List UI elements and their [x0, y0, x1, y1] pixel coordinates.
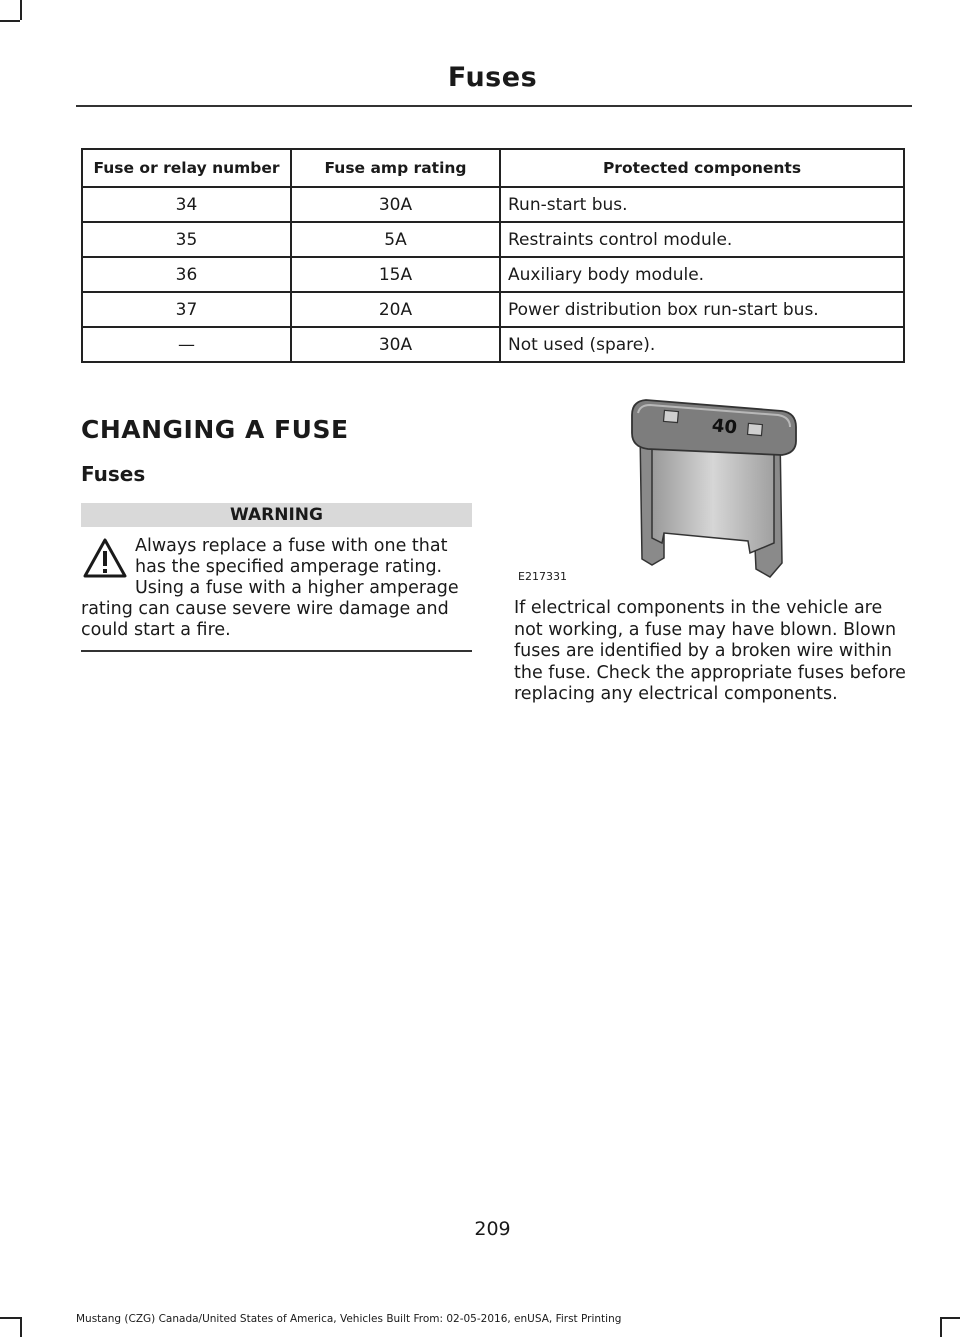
crop-mark	[20, 0, 22, 20]
table-header-row	[82, 149, 904, 187]
column-header-amp-rating: Fuse amp rating	[291, 149, 500, 187]
section-heading: CHANGING A FUSE	[81, 415, 349, 444]
warning-message: Always replace a fuse with one that has the specified amperage rating. Using a fuse with a higher amperage rating can cause severe wire damage and could start a fire.	[81, 536, 459, 640]
fuse-number-cell: 34	[82, 187, 291, 222]
crop-mark	[0, 1317, 20, 1319]
component-cell: Restraints control module.	[500, 222, 904, 257]
table-row	[82, 292, 904, 327]
crop-mark	[940, 1317, 960, 1319]
amp-rating-cell: 15A	[291, 257, 500, 292]
crop-mark	[20, 1317, 22, 1337]
fuse-rating-label: 40	[710, 415, 738, 439]
figure-id: E217331	[518, 570, 567, 583]
page-number: 209	[474, 1218, 511, 1240]
component-cell: Auxiliary body module.	[500, 257, 904, 292]
fuse-number-cell: 35	[82, 222, 291, 257]
fuse-number-cell: 36	[82, 257, 291, 292]
footer-publication: Mustang (CZG) Canada/United States of America, Vehicles Built From: 02-05-2016, enUSA, First Printing	[76, 1313, 622, 1325]
fuse-illustration	[512, 393, 812, 588]
amp-rating-cell: 20A	[291, 292, 500, 327]
table-row	[82, 222, 904, 257]
table-row	[82, 327, 904, 362]
column-header-fuse-number: Fuse or relay number	[82, 149, 291, 187]
warning-divider	[81, 650, 472, 652]
body-paragraph: If electrical components in the vehicle are not working, a fuse may have blown. Blown fuses are identified by a broken wire within the fuse. Check the appropriate fuses before replacing any electrical components.	[514, 598, 906, 704]
amp-rating-cell: 5A	[291, 222, 500, 257]
crop-mark	[940, 1317, 942, 1337]
fuse-number-cell: 37	[82, 292, 291, 327]
column-header-protected-components: Protected components	[500, 149, 904, 187]
page-title: Fuses	[447, 62, 538, 93]
amp-rating-cell: 30A	[291, 187, 500, 222]
component-cell: Run-start bus.	[500, 187, 904, 222]
title-divider	[76, 105, 912, 107]
table-row	[82, 187, 904, 222]
crop-mark	[0, 20, 20, 22]
component-cell: Not used (spare).	[500, 327, 904, 362]
warning-label: WARNING	[81, 503, 472, 527]
sub-heading: Fuses	[81, 462, 146, 486]
table-row	[82, 257, 904, 292]
fuse-table	[81, 148, 905, 363]
fuse-number-cell: —	[82, 327, 291, 362]
amp-rating-cell: 30A	[291, 327, 500, 362]
warning-text	[81, 536, 475, 641]
component-cell: Power distribution box run-start bus.	[500, 292, 904, 327]
